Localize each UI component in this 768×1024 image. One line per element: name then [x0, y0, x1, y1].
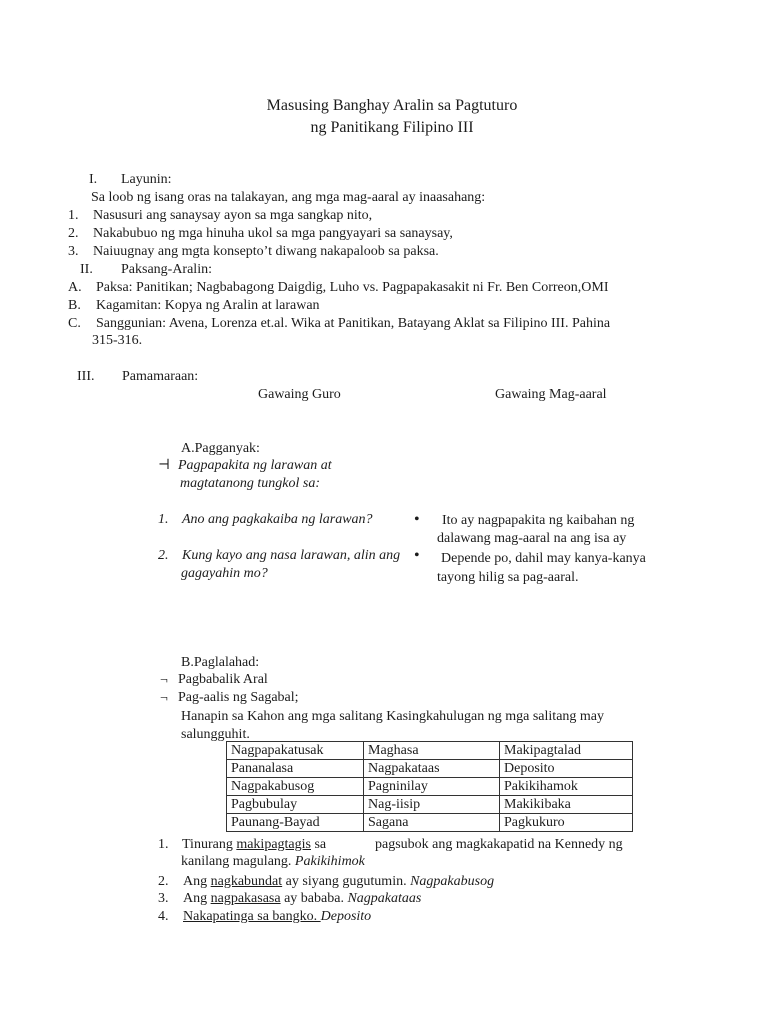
answer-text-continued: tayong hilig sa pag-aaral.: [437, 570, 579, 585]
instruction-text-continued: salungguhit.: [181, 727, 250, 742]
exercise-number: 4.: [158, 909, 169, 924]
presentation-item: Pagbabalik Aral: [178, 672, 268, 687]
exercise-text: Tinurang: [182, 837, 237, 852]
answer-text: Depende po, dahil may kanya-kanya: [441, 551, 646, 566]
exercise-text: Ang: [183, 891, 211, 906]
section3-numeral: III.: [77, 369, 95, 384]
exercise-sentence: [183, 890, 421, 907]
objective-number: 3.: [68, 244, 79, 259]
presentation-item: Pag-aalis ng Sagabal;: [178, 690, 299, 705]
arrow-bullet-icon: ⊣: [158, 458, 171, 473]
exercise-text: kanilang magulang.: [181, 854, 295, 869]
teacher-column-header: Gawaing Guro: [258, 387, 341, 402]
objective-text: Nasusuri ang sanaysay ayon sa mga sangkap nito,: [93, 208, 373, 223]
exercise-text: sa: [310, 837, 327, 852]
table-cell: Maghasa: [364, 742, 500, 760]
materials-letter: B.: [68, 298, 81, 313]
table-cell: Pakikihamok: [500, 778, 633, 796]
exercise-number: 3.: [158, 891, 169, 906]
objective-text: Naiuugnay ang mgta konsepto’t diwang nakapaloob sa paksa.: [93, 244, 439, 259]
question-number: 2.: [158, 548, 169, 563]
exercise-answer: Pakikihimok: [294, 854, 365, 869]
table-row: [227, 778, 633, 796]
table-cell: Nag-iisip: [364, 796, 500, 814]
table-cell: Makikibaka: [500, 796, 633, 814]
exercise-sentence: [182, 836, 326, 853]
document-title-line2: ng Panitikang Filipino III: [310, 119, 474, 136]
objective-number: 2.: [68, 226, 79, 241]
table-cell: Pagninilay: [364, 778, 500, 796]
question-text-continued: gagayahin mo?: [181, 566, 268, 581]
student-column-header: Gawaing Mag-aaral: [495, 387, 607, 402]
section1-heading: Layunin:: [121, 172, 172, 187]
section2-numeral: II.: [80, 262, 93, 277]
underlined-word: nagpakasasa: [210, 891, 281, 906]
question-number: 1.: [158, 512, 169, 527]
topic-text: Paksa: Panitikan; Nagbabagong Daigdig, Luho vs. Pagpapakasakit ni Fr. Ben Correon,OMI: [96, 280, 609, 295]
instruction-text: Hanapin sa Kahon ang mga salitang Kasingkahulugan ng mga salitang may: [181, 709, 605, 724]
section1-numeral: I.: [89, 172, 98, 187]
bullet-icon: •: [414, 547, 420, 564]
exercise-sentence-continued: [181, 853, 365, 870]
objective-text: Nakabubuo ng mga hinuha ukol sa mga pangyayari sa sanaysay,: [93, 226, 453, 241]
exercise-answer: Nagpakataas: [347, 891, 422, 906]
exercise-sentence: [183, 908, 371, 925]
objective-number: 1.: [68, 208, 79, 223]
exercise-answer: Nagpakabusog: [410, 874, 495, 889]
exercise-text: ay siyang gugutumin.: [282, 874, 411, 889]
exercise-sentence: [183, 873, 494, 890]
hook-bullet-icon: ¬: [160, 673, 168, 688]
presentation-heading: B.Paglalahad:: [181, 655, 260, 670]
exercise-answer: Deposito: [320, 909, 372, 924]
table-cell: Nagpakabusog: [227, 778, 364, 796]
table-cell: Pagbubulay: [227, 796, 364, 814]
answer-text: Ito ay nagpapakita ng kaibahan ng: [442, 513, 635, 528]
question-text: Kung kayo ang nasa larawan, alin ang: [182, 548, 401, 563]
exercise-text: ay bababa.: [280, 891, 348, 906]
document-title-line1: Masusing Banghay Aralin sa Pagtuturo: [266, 97, 518, 114]
bullet-icon: •: [414, 511, 420, 528]
table-cell: Sagana: [364, 814, 500, 832]
section1-intro: Sa loob ng isang oras na talakayan, ang mga mag-aaral ay inaasahang:: [91, 190, 486, 205]
topic-letter: A.: [68, 280, 82, 295]
exercise-text-gap: pagsubok ang magkakapatid na Kennedy ng: [375, 837, 623, 852]
exercise-number: 1.: [158, 837, 169, 852]
motivation-activity-continued: magtatanong tungkol sa:: [180, 476, 320, 491]
hook-bullet-icon: ¬: [160, 691, 168, 706]
table-cell: Paunang-Bayad: [227, 814, 364, 832]
reference-letter: C.: [68, 316, 81, 331]
section3-heading: Pamamaraan:: [122, 369, 199, 384]
reference-text: Sanggunian: Avena, Lorenza et.al. Wika at Panitikan, Batayang Aklat sa Filipino III. Pahina: [96, 316, 611, 331]
table-row: [227, 742, 633, 760]
table-row: [227, 814, 633, 832]
underlined-word: Nakapatinga sa bangko.: [183, 909, 321, 924]
vocabulary-table: [226, 741, 633, 832]
underlined-word: makipagtagis: [236, 837, 311, 852]
underlined-word: nagkabundat: [210, 874, 283, 889]
table-cell: Pagkukuro: [500, 814, 633, 832]
table-row: [227, 760, 633, 778]
motivation-heading: A.Pagganyak:: [181, 441, 260, 456]
section2-heading: Paksang-Aralin:: [121, 262, 212, 277]
table-cell: Makipagtalad: [500, 742, 633, 760]
table-cell: Nagpapakatusak: [227, 742, 364, 760]
materials-text: Kagamitan: Kopya ng Aralin at larawan: [96, 298, 320, 313]
answer-text-continued: dalawang mag-aaral na ang isa ay: [437, 531, 627, 546]
table-cell: Nagpakataas: [364, 760, 500, 778]
exercise-number: 2.: [158, 874, 169, 889]
table-cell: Deposito: [500, 760, 633, 778]
motivation-activity: Pagpapakita ng larawan at: [178, 458, 332, 473]
table-cell: Pananalasa: [227, 760, 364, 778]
table-row: [227, 796, 633, 814]
question-text: Ano ang pagkakaiba ng larawan?: [182, 512, 373, 527]
reference-text-continued: 315-316.: [92, 333, 143, 348]
exercise-text: Ang: [183, 874, 211, 889]
